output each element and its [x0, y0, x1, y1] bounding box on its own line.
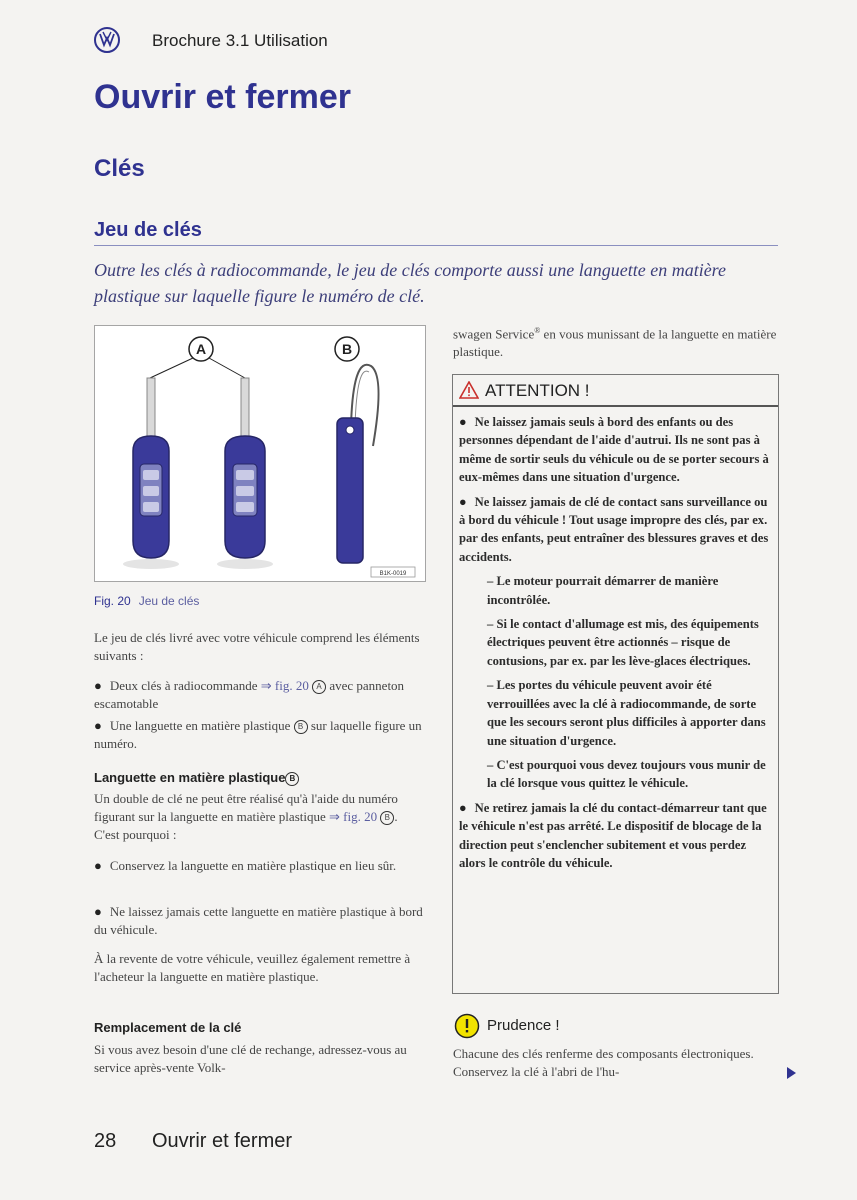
warning-item: ● Ne retirez jamais la clé du contact-démarreur tant que le véhicule n'est pas arrêté. Le dispositif de blocage de la direction peut s'enclencher subitement et vous perdez alors le contrôle du véhicule. — [459, 800, 767, 870]
duplicate-key-paragraph: Un double de clé ne peut être réalisé qu'à l'aide du numéro figurant sur la languette en matière plastique ⇒ fig. 20 B . C'est pourquoi : — [94, 791, 398, 842]
page-title: Ouvrir et fermer — [94, 78, 351, 116]
warning-header — [453, 375, 778, 407]
heading-divider — [94, 245, 778, 246]
warning-box — [452, 374, 779, 994]
footer-title: Ouvrir et fermer — [152, 1130, 293, 1152]
intro-paragraph: Outre les clés à radiocommande, le jeu de clés comporte aussi une languette en matière plastique sur laquelle figure le numéro de clé. — [94, 260, 727, 306]
volkswagen-logo — [94, 27, 120, 53]
warning-subitem: – Le moteur pourrait démarrer de manière incontrôlée. — [487, 574, 719, 607]
warning-title: ATTENTION ! — [485, 381, 590, 400]
figure-code: B1K-0019 — [379, 571, 407, 577]
remplacement-heading: Remplacement de la clé — [94, 1020, 242, 1035]
kit-contents-paragraph: Le jeu de clés livré avec votre véhicule comprend les éléments suivants : — [94, 630, 420, 663]
marker-b: B — [380, 811, 394, 825]
warning-triangle-icon — [459, 381, 479, 399]
prudence-title: Prudence ! — [487, 1017, 560, 1034]
next-page-arrow-icon — [787, 1067, 796, 1079]
resale-paragraph: À la revente de votre véhicule, veuillez également remettre à l'acheteur la languette en matière plastique. — [94, 951, 411, 984]
fig-link[interactable]: ⇒ fig. 20 — [329, 809, 378, 824]
warning-subitem: – C'est pourquoi vous devez toujours vous munir de la clé lorsque vous quittez le véhicule. — [487, 757, 766, 791]
bullet-not-in-car: ● Ne laissez jamais cette languette en matière plastique à bord du véhicule. — [94, 904, 423, 937]
replacement-paragraph: Si vous avez besoin d'une clé de rechange, adressez-vous au service après-vente Volk- — [94, 1042, 407, 1075]
prudence-paragraph: Chacune des clés renferme des composants électroniques. Conservez la clé à l'abri de l'hu- — [453, 1046, 754, 1079]
label-b: B — [341, 341, 353, 357]
languette-heading: Languette en matière plastique B — [94, 770, 299, 786]
marker-a: A — [312, 680, 326, 694]
fig-link[interactable]: ⇒ fig. 20 — [260, 678, 309, 693]
caution-icon — [454, 1013, 480, 1039]
bullet-keep-safe: ● Conservez la languette en matière plastique en lieu sûr. — [94, 858, 397, 873]
label-a: A — [195, 341, 207, 357]
marker-b: B — [285, 772, 299, 786]
subsection-title: Jeu de clés — [94, 219, 202, 241]
figure-number: Fig. 20 — [94, 594, 131, 608]
service-continuation: swagen Service® en vous munissant de la languette en matière plastique. — [453, 326, 777, 360]
warning-subitem: – Si le contact d'allumage est mis, des équipements électriques peuvent être actionnés – risque de contusions, par ex. par les lève-glaces électriques. — [487, 617, 759, 668]
warning-subitem: – Les portes du véhicule peuvent avoir été verrouillées avec la clé à radiocommande, de sorte que les secours seront plus difficiles à apporter dans une situation d'urgence. — [487, 678, 766, 748]
key-set-illustration — [95, 326, 425, 581]
key-set-figure — [94, 325, 426, 582]
bullet-plastic-tag: ● Une languette en matière plastique B sur laquelle figure un numéro. — [94, 718, 422, 751]
warning-item: ● Ne laissez jamais seuls à bord des enfants ou des personnes dépendant de l'aide d'autrui. Ils ne sont pas à même de sortir seuls du véhicule ou de se porter secours à eux-mêmes dans une situation d'urgence. — [459, 415, 769, 485]
page-number: 28 — [94, 1130, 117, 1152]
warning-item: ● Ne laissez jamais de clé de contact sans surveillance ou à bord du véhicule ! Tout usage impropre des clés, par ex. par des enfants, peut entraîner des blessures graves et des accidents. — [459, 494, 769, 564]
figure-caption-text: Jeu de clés — [138, 594, 200, 608]
brochure-label: Brochure 3.1 Utilisation — [152, 31, 328, 50]
marker-b: B — [294, 720, 308, 734]
bullet-remote-keys: ● Deux clés à radiocommande ⇒ fig. 20 A avec panneton escamotable — [94, 678, 405, 711]
warning-content — [459, 413, 772, 878]
section-title: Clés — [94, 155, 145, 182]
figure-caption — [94, 594, 199, 608]
